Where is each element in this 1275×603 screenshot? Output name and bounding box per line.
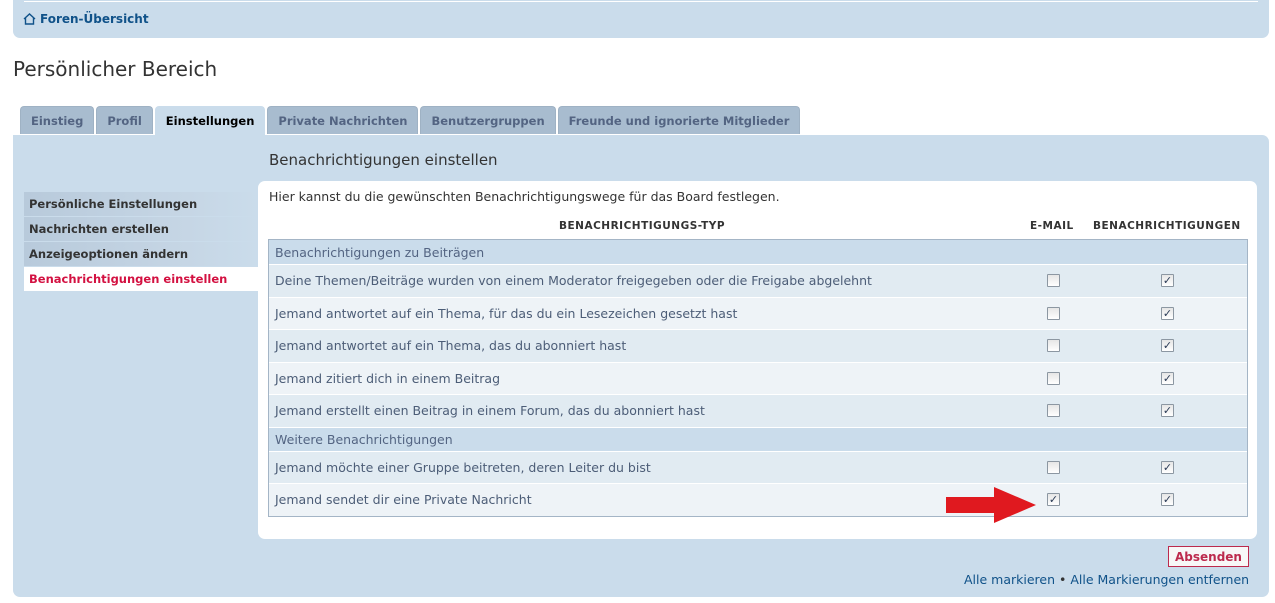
email-checkbox[interactable]: [1047, 372, 1060, 385]
table-row: [269, 297, 1247, 330]
row-label: Jemand erstellt einen Beitrag in einem Forum, das du abonniert hast: [275, 403, 705, 419]
table-row: [269, 264, 1247, 297]
group-title: Weitere Benachrichtigungen: [275, 431, 453, 447]
breadcrumb[interactable]: [23, 12, 149, 26]
group-row: [269, 240, 1247, 264]
notification-checkbox[interactable]: ✓: [1162, 306, 1173, 320]
tab-einstellungen[interactable]: Einstellungen: [155, 106, 266, 135]
unmark-all-link[interactable]: Alle Markierungen entfernen: [1070, 572, 1250, 587]
sidebar-item-display-options[interactable]: Anzeigeoptionen ändern: [24, 242, 258, 266]
sidebar-item-post-settings[interactable]: Nachrichten erstellen: [24, 217, 258, 241]
table-row: [269, 483, 1247, 516]
notification-checkbox[interactable]: ✓: [1162, 274, 1173, 288]
header-type: BENACHRICHTIGUNGS-TYP: [559, 220, 726, 232]
header-notifications: BENACHRICHTIGUNGEN: [1093, 220, 1241, 232]
home-icon: [23, 13, 36, 25]
section-title: Benachrichtigungen einstellen: [269, 151, 498, 169]
table-row: [269, 362, 1247, 395]
table-row: [269, 329, 1247, 362]
mark-links: [964, 572, 1249, 587]
sidebar: [24, 192, 258, 292]
row-label: Jemand antwortet auf ein Thema, für das du ein Lesezeichen gesetzt hast: [275, 305, 738, 321]
tab-profil[interactable]: Profil: [96, 106, 152, 134]
email-checkbox[interactable]: ✓: [1048, 493, 1059, 507]
mark-all-link[interactable]: Alle markieren: [964, 572, 1056, 587]
row-label: Jemand antwortet auf ein Thema, das du abonniert hast: [275, 338, 627, 354]
intro-text: Hier kannst du die gewünschten Benachrichtigungswege für das Board festlegen.: [269, 189, 780, 204]
row-label: Jemand möchte einer Gruppe beitreten, deren Leiter du bist: [275, 459, 651, 475]
header-email: E-MAIL: [1030, 220, 1074, 232]
table-row: [269, 394, 1247, 427]
notification-checkbox[interactable]: ✓: [1162, 404, 1173, 418]
navbar: [13, 0, 1269, 38]
row-label: Deine Themen/Beiträge wurden von einem Moderator freigegeben oder die Freigabe abgelehnt: [275, 273, 872, 289]
table-row: [269, 451, 1247, 484]
email-checkbox[interactable]: [1047, 461, 1060, 474]
table-header: [269, 220, 1248, 238]
tab-einstieg[interactable]: Einstieg: [20, 106, 94, 134]
email-checkbox[interactable]: [1047, 307, 1060, 320]
row-label: Jemand zitiert dich in einem Beitrag: [275, 370, 500, 386]
tab-bar: [20, 106, 800, 135]
notification-checkbox[interactable]: ✓: [1162, 371, 1173, 385]
sidebar-item-notifications[interactable]: Benachrichtigungen einstellen: [24, 267, 258, 291]
email-checkbox[interactable]: [1047, 404, 1060, 417]
notification-checkbox[interactable]: ✓: [1162, 460, 1173, 474]
notification-checkbox[interactable]: ✓: [1162, 339, 1173, 353]
tab-benutzergruppen[interactable]: Benutzergruppen: [420, 106, 555, 134]
notification-checkbox[interactable]: ✓: [1162, 493, 1173, 507]
row-label: Jemand sendet dir eine Private Nachricht: [275, 492, 532, 508]
red-arrow-icon: [932, 487, 1038, 527]
email-checkbox[interactable]: [1047, 274, 1060, 287]
navbar-divider: [24, 1, 1258, 2]
link-separator: •: [1059, 572, 1067, 587]
notification-table: [268, 239, 1248, 517]
page-title: Persönlicher Bereich: [13, 57, 218, 81]
group-row: [269, 427, 1247, 451]
sidebar-item-personal-settings[interactable]: Persönliche Einstellungen: [24, 192, 258, 216]
email-checkbox[interactable]: [1047, 339, 1060, 352]
tab-freunde[interactable]: Freunde und ignorierte Mitglieder: [558, 106, 801, 134]
tab-private-nachrichten[interactable]: Private Nachrichten: [267, 106, 418, 134]
group-title: Benachrichtigungen zu Beiträgen: [275, 244, 485, 260]
notification-settings-box: [258, 181, 1257, 539]
settings-panel: [13, 135, 1269, 597]
submit-button[interactable]: Absenden: [1168, 546, 1249, 567]
breadcrumb-home-link[interactable]: Foren-Übersicht: [40, 12, 149, 26]
